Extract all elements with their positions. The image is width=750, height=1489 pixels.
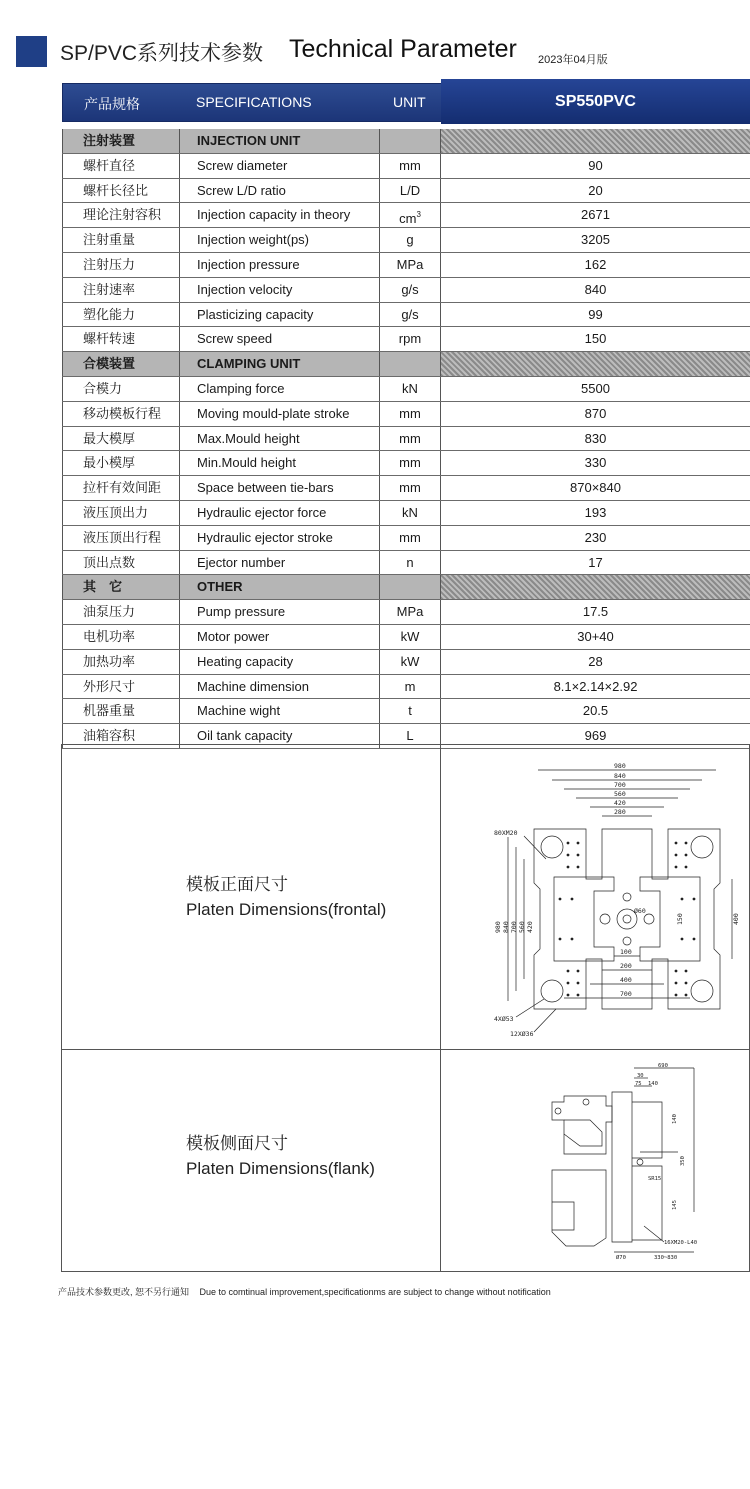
flank-caption-cn: 模板侧面尺寸: [186, 1134, 288, 1153]
spec-value: 5500: [440, 377, 750, 401]
section-label-en: INJECTION UNIT: [179, 129, 379, 153]
model-header: SP550PVC: [441, 79, 750, 124]
dim-label: 420: [526, 921, 534, 933]
frontal-drawing-box: [61, 744, 750, 1050]
spec-value: 2671: [440, 203, 750, 227]
tie-bar-hole: [541, 980, 563, 1002]
spec-value: 8.1×2.14×2.92: [440, 675, 750, 699]
section-label-cn: 注射装置: [62, 129, 179, 153]
dim-label: 560: [518, 921, 526, 933]
spec-row: [62, 203, 750, 228]
leader-line: [516, 999, 544, 1017]
spec-value: 193: [440, 501, 750, 525]
spec-label-cn: 拉杆有效间距: [62, 476, 179, 500]
spec-label-en: Max.Mould height: [179, 427, 379, 451]
frontal-caption-cn: 模板正面尺寸: [186, 875, 288, 894]
platen-recess: [640, 877, 700, 961]
spec-unit: L/D: [379, 179, 440, 203]
spec-value: 20: [440, 179, 750, 203]
dim-label: SR15: [648, 1176, 662, 1182]
frontal-caption-en: Platen Dimensions(frontal): [186, 900, 387, 919]
section-label-cn: 其 它: [62, 575, 179, 599]
section-injection: [62, 129, 750, 154]
spec-row: [62, 402, 750, 427]
spec-label-en: Screw diameter: [179, 154, 379, 178]
cylinder-body: [552, 1096, 612, 1154]
tie-bar-hole: [691, 980, 713, 1002]
footnote-cn: 产品技术参数更改, 恕不另行通知: [58, 1287, 190, 1297]
page-title-cn: SP/PVC系列技术参数: [60, 42, 264, 65]
dim-label: 400: [732, 913, 740, 925]
section-hatch: [440, 352, 750, 376]
spec-label-cn: 加热功率: [62, 650, 179, 674]
bolt-hole: [555, 1108, 561, 1114]
edition-date: 2023年04月版: [538, 54, 608, 66]
section-label-cn: 合模装置: [62, 352, 179, 376]
dim-label: 100: [620, 948, 632, 956]
spec-label-cn: 螺杆长径比: [62, 179, 179, 203]
section-label-en: OTHER: [179, 575, 379, 599]
spec-label-en: Clamping force: [179, 377, 379, 401]
spec-value: 870×840: [440, 476, 750, 500]
spec-unit: n: [379, 551, 440, 575]
spec-unit: kN: [379, 501, 440, 525]
spec-table: [62, 129, 750, 749]
ejector-hole: [600, 914, 610, 924]
spec-label-cn: 液压顶出力: [62, 501, 179, 525]
spec-unit: g/s: [379, 303, 440, 327]
ejector-hole: [644, 914, 654, 924]
frontal-caption: [186, 872, 386, 922]
leader-line: [524, 836, 546, 859]
spec-label-cn: 最大模厚: [62, 427, 179, 451]
spec-label-cn: 理论注射容积: [62, 203, 179, 227]
spec-label-en: Injection velocity: [179, 278, 379, 302]
dim-label: 350: [680, 1156, 686, 1166]
spec-unit: g/s: [379, 278, 440, 302]
lower-detail: [552, 1202, 574, 1230]
spec-unit: kN: [379, 377, 440, 401]
dim-label: Ø70: [616, 1255, 626, 1261]
spec-label-en: Heating capacity: [179, 650, 379, 674]
header-accent-block: [16, 36, 47, 67]
spec-value: 99: [440, 303, 750, 327]
dim-label: 980: [614, 762, 626, 770]
spec-unit: L: [379, 724, 440, 748]
footnote: [58, 1285, 551, 1298]
spec-label-cn: 电机功率: [62, 625, 179, 649]
spec-value: 17.5: [440, 600, 750, 624]
section-hatch: [440, 575, 750, 599]
spec-label-en: Injection weight(ps): [179, 228, 379, 252]
flank-drawing-box: [61, 1049, 750, 1272]
header-col-en: SPECIFICATIONS: [196, 94, 312, 110]
spec-label-en: Ejector number: [179, 551, 379, 575]
spec-value: 30+40: [440, 625, 750, 649]
spec-row: [62, 154, 750, 179]
dim-label: 420: [614, 799, 626, 807]
spec-label-cn: 顶出点数: [62, 551, 179, 575]
tie-bar-hole: [691, 836, 713, 858]
spec-label-en: Space between tie-bars: [179, 476, 379, 500]
spec-label-cn: 螺杆转速: [62, 327, 179, 351]
spec-label-en: Plasticizing capacity: [179, 303, 379, 327]
spec-value: 230: [440, 526, 750, 550]
center-hole-inner: [623, 915, 631, 923]
platen-flank-drawing: [544, 1062, 734, 1262]
dim-label: 75: [635, 1081, 642, 1087]
tie-bar-hole: [541, 836, 563, 858]
spec-label-en: Pump pressure: [179, 600, 379, 624]
spec-value: 830: [440, 427, 750, 451]
flank-caption: [186, 1131, 375, 1181]
spec-label-en: Injection pressure: [179, 253, 379, 277]
dim-label: 150: [676, 913, 684, 925]
spec-value: 969: [440, 724, 750, 748]
section-hatch: [440, 129, 750, 153]
spec-unit: mm: [379, 427, 440, 451]
spec-unit: kW: [379, 625, 440, 649]
spec-label-en: Hydraulic ejector force: [179, 501, 379, 525]
dim-label: 145: [672, 1200, 678, 1210]
dim-label: 560: [614, 790, 626, 798]
spec-value: 28: [440, 650, 750, 674]
spec-unit: MPa: [379, 253, 440, 277]
spec-label-cn: 机器重量: [62, 699, 179, 723]
spec-row: [62, 699, 750, 724]
spec-unit: t: [379, 699, 440, 723]
section-label-en: CLAMPING UNIT: [179, 352, 379, 376]
dim-label: Ø60: [634, 907, 646, 915]
spec-label-cn: 合模力: [62, 377, 179, 401]
spec-row: [62, 501, 750, 526]
spec-row: [62, 377, 750, 402]
spec-unit: mm: [379, 476, 440, 500]
spec-label-cn: 液压顶出行程: [62, 526, 179, 550]
dim-label: 400: [620, 976, 632, 984]
spec-label-cn: 螺杆直径: [62, 154, 179, 178]
ejector-hole: [623, 893, 631, 901]
hole-callout: 4XØ53: [494, 1015, 514, 1023]
mounting-hole-grid: [559, 842, 696, 997]
hole-callout: 12XØ36: [510, 1030, 534, 1038]
section-other: [62, 575, 750, 600]
spec-label-cn: 注射压力: [62, 253, 179, 277]
spec-row: [62, 278, 750, 303]
spec-label-en: Min.Mould height: [179, 451, 379, 475]
spec-value: 20.5: [440, 699, 750, 723]
spec-label-cn: 注射重量: [62, 228, 179, 252]
spec-row: [62, 476, 750, 501]
spec-unit: mm: [379, 402, 440, 426]
header-col-unit: UNIT: [393, 94, 426, 110]
spec-row: [62, 327, 750, 352]
spec-value: 840: [440, 278, 750, 302]
spec-row: [62, 253, 750, 278]
spec-label-cn: 外形尺寸: [62, 675, 179, 699]
dim-label: 200: [620, 962, 632, 970]
spec-value: 3205: [440, 228, 750, 252]
spec-label-cn: 最小模厚: [62, 451, 179, 475]
spec-label-en: Injection capacity in theory: [179, 203, 379, 227]
bolt-hole: [583, 1099, 589, 1105]
dim-label: 980: [494, 921, 502, 933]
nozzle-seat: [637, 1159, 643, 1165]
dim-label: 840: [502, 921, 510, 933]
spec-row: [62, 526, 750, 551]
leader-line: [534, 1009, 556, 1032]
spec-row: [62, 427, 750, 452]
spec-unit: rpm: [379, 327, 440, 351]
header-col-cn: 产品规格: [84, 96, 140, 112]
dim-label: 30: [637, 1073, 644, 1079]
spec-table-header: [62, 83, 442, 122]
spec-value: 162: [440, 253, 750, 277]
leader-line: [644, 1226, 664, 1242]
spec-unit: mm: [379, 451, 440, 475]
spec-row: [62, 303, 750, 328]
ejector-hole: [623, 937, 631, 945]
spec-unit: g: [379, 228, 440, 252]
spec-label-en: Hydraulic ejector stroke: [179, 526, 379, 550]
spec-label-cn: 油箱容积: [62, 724, 179, 748]
spec-label-cn: 塑化能力: [62, 303, 179, 327]
dim-label: 280: [614, 808, 626, 816]
page-title-en: Technical Parameter: [289, 35, 517, 63]
lower-body: [552, 1170, 606, 1246]
spec-label-en: Motor power: [179, 625, 379, 649]
spec-label-cn: 注射速率: [62, 278, 179, 302]
spec-row: [62, 179, 750, 204]
spec-label-en: Screw speed: [179, 327, 379, 351]
dim-label: 700: [614, 781, 626, 789]
platen-recess: [554, 877, 614, 961]
spec-row: [62, 600, 750, 625]
spec-row: [62, 228, 750, 253]
spec-unit: kW: [379, 650, 440, 674]
spec-unit: m: [379, 675, 440, 699]
flank-caption-en: Platen Dimensions(flank): [186, 1159, 375, 1178]
footnote-en: Due to comtinual improvement,specificationms are subject to change without notification: [199, 1287, 551, 1297]
dim-label: 700: [620, 990, 632, 998]
dim-label: 840: [614, 772, 626, 780]
thread-callout: 16XM20-L40: [664, 1240, 698, 1246]
cylinder-detail: [564, 1120, 602, 1146]
platen-boss: [632, 1102, 662, 1158]
dim-label: 700: [510, 921, 518, 933]
thread-callout: 80XM20: [494, 829, 518, 837]
spec-row: [62, 675, 750, 700]
spec-label-cn: 移动模板行程: [62, 402, 179, 426]
dim-label: 140: [672, 1114, 678, 1124]
spec-row: [62, 451, 750, 476]
dim-label: 690: [658, 1063, 668, 1069]
platen-side: [612, 1092, 632, 1242]
spec-row: [62, 650, 750, 675]
spec-unit: mm: [379, 526, 440, 550]
dim-label: 140: [648, 1081, 658, 1087]
spec-value: 870: [440, 402, 750, 426]
spec-value: 17: [440, 551, 750, 575]
spec-row: [62, 625, 750, 650]
spec-value: 150: [440, 327, 750, 351]
dim-label: 330~830: [654, 1255, 678, 1261]
spec-label-cn: 油泵压力: [62, 600, 179, 624]
spec-label-en: Oil tank capacity: [179, 724, 379, 748]
unit-superscript: 3: [416, 210, 421, 220]
spec-unit: $cm^3$: [379, 203, 440, 227]
spec-unit: mm: [379, 154, 440, 178]
spec-value: 330: [440, 451, 750, 475]
spec-label-en: Screw L/D ratio: [179, 179, 379, 203]
spec-row: [62, 551, 750, 576]
platen-frontal-drawing: [494, 759, 744, 1041]
spec-label-en: Moving mould-plate stroke: [179, 402, 379, 426]
spec-value: 90: [440, 154, 750, 178]
section-clamping: [62, 352, 750, 377]
spec-label-en: Machine wight: [179, 699, 379, 723]
spec-unit: MPa: [379, 600, 440, 624]
spec-label-en: Machine dimension: [179, 675, 379, 699]
